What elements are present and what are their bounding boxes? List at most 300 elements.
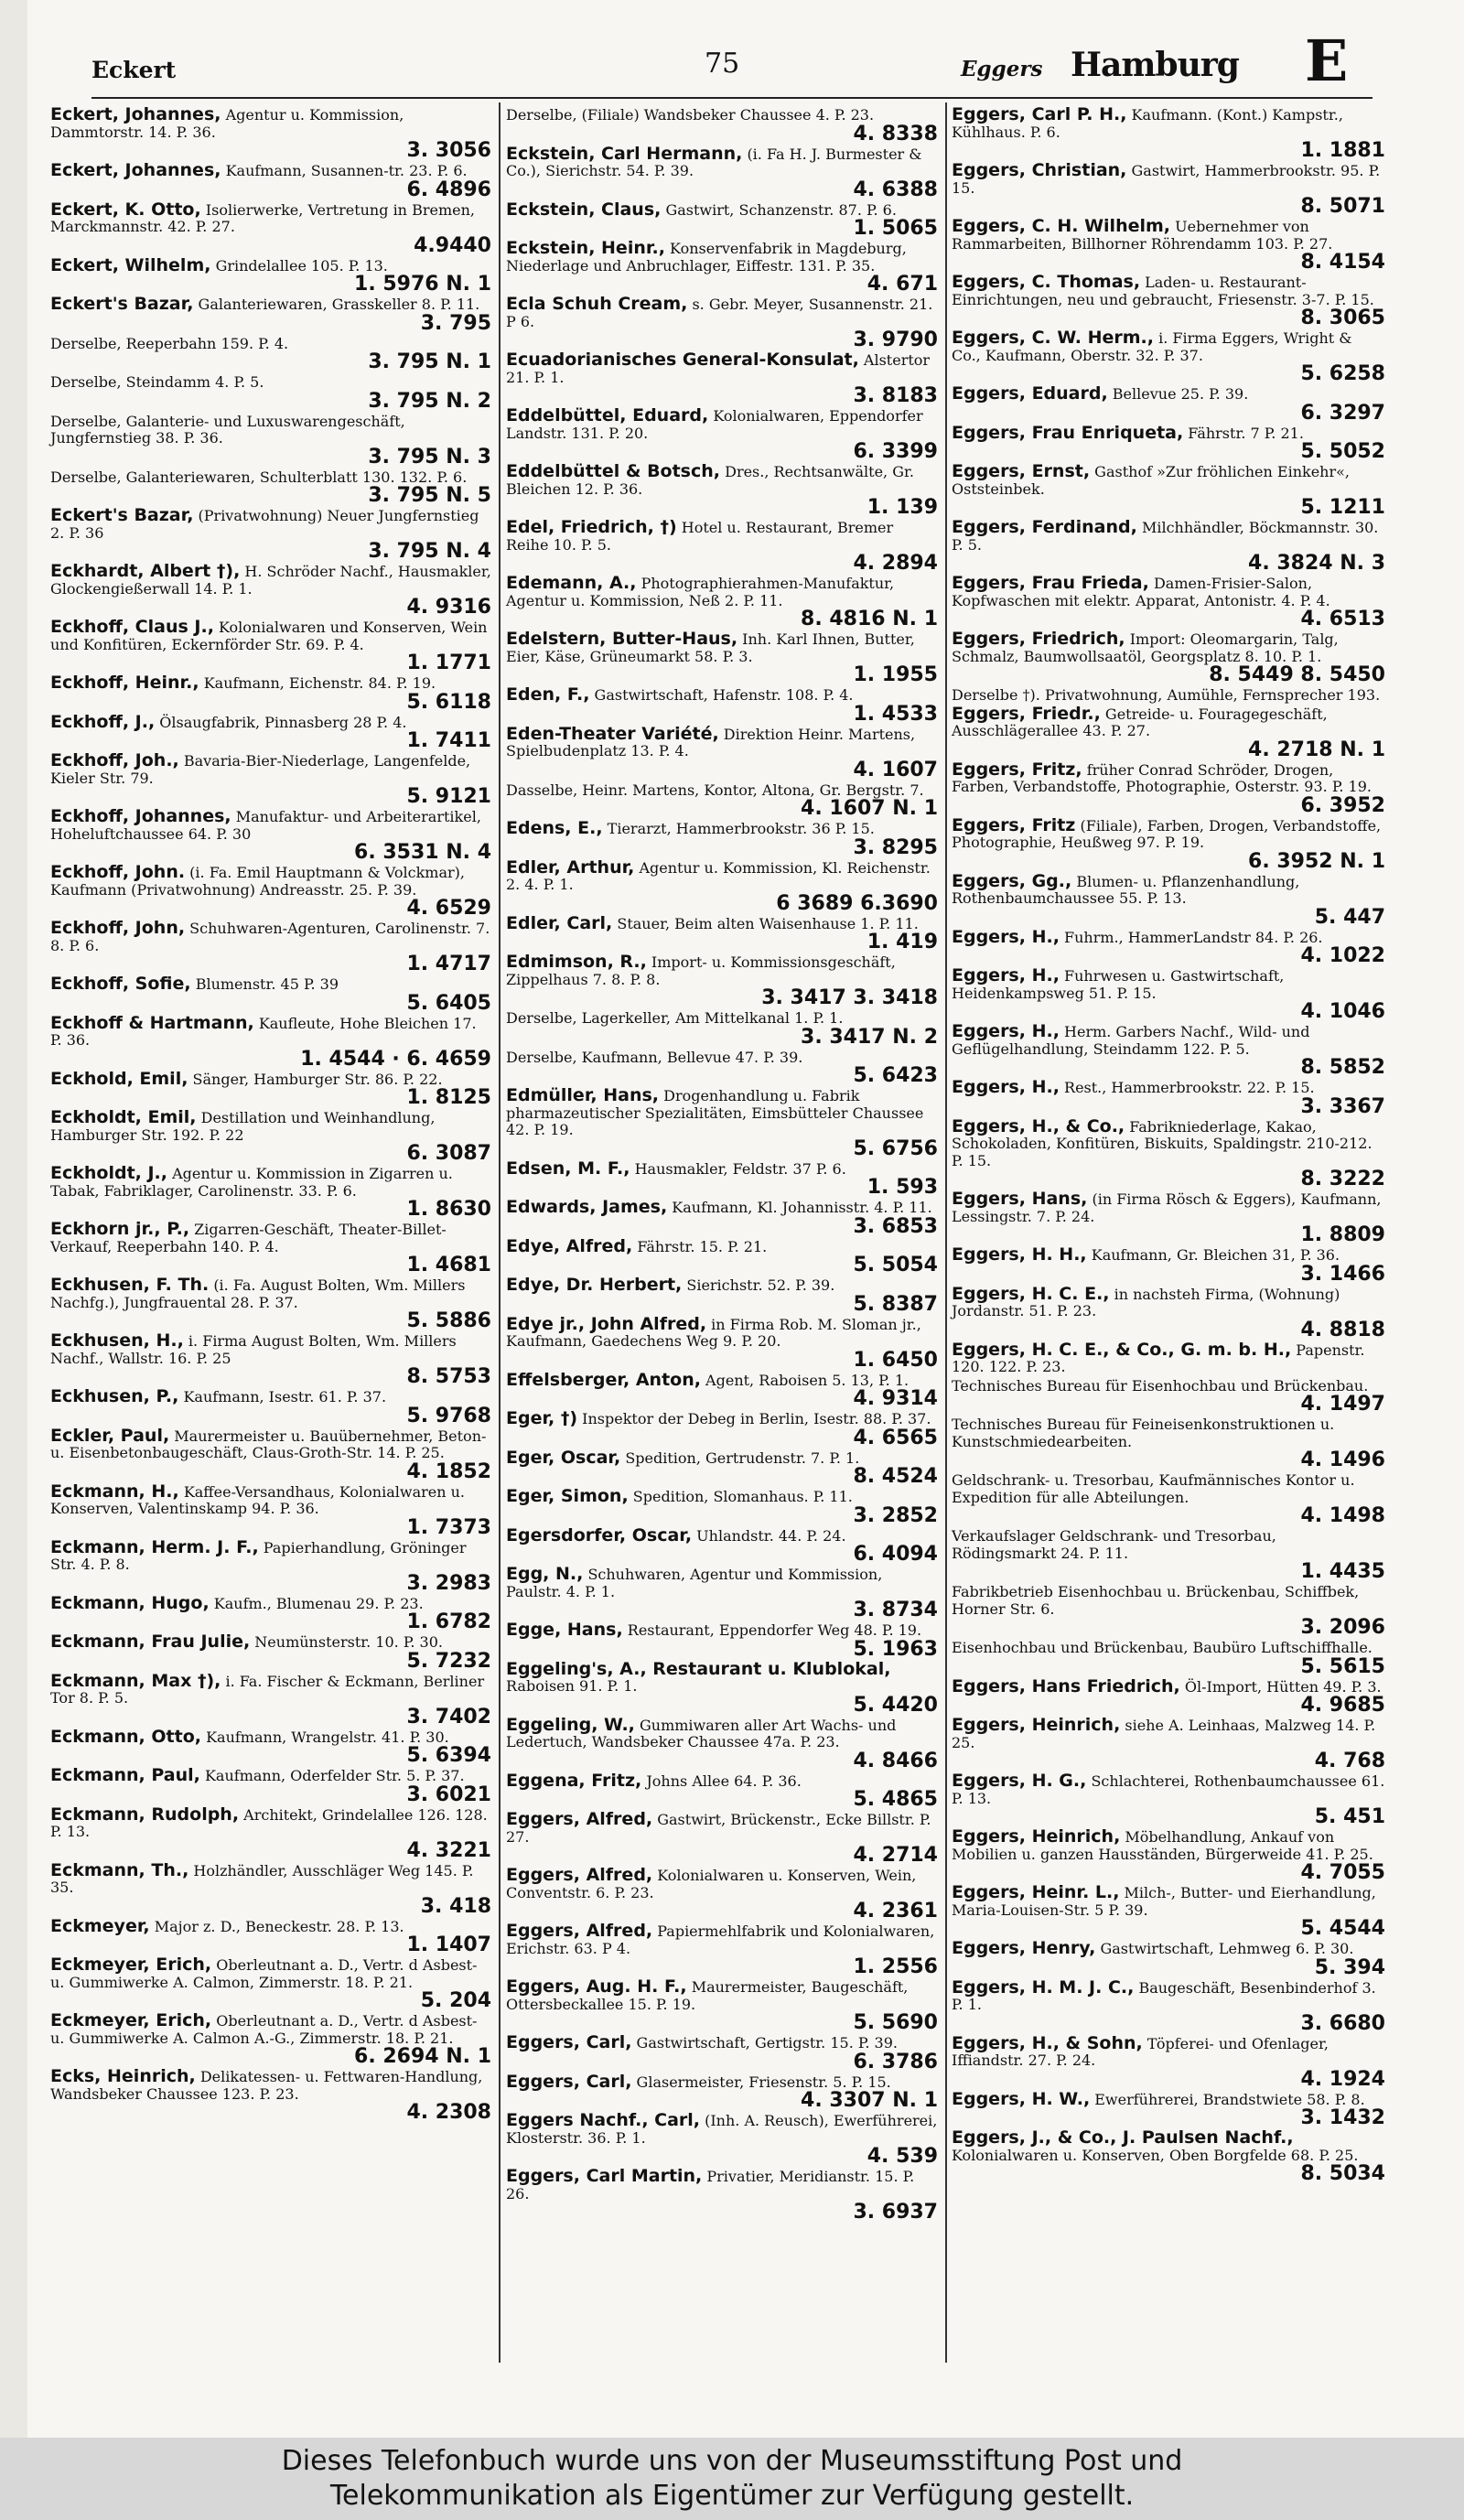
directory-entry [506, 1369, 938, 1410]
entry-phone: 4. 1046 [1300, 1000, 1385, 1023]
directory-entry [506, 820, 938, 858]
directory-entry [952, 1246, 1385, 1285]
entry-name: Eckhoff, J., [50, 711, 156, 732]
entry-name: Eddelbüttel, Eduard, [506, 405, 709, 425]
entry-phone: 4. 6513 [1300, 608, 1385, 630]
entry-details: Geldschrank- u. Tresorbau, Kaufmännisches Kontor u. Expedition für alle Abteilungen. [952, 1471, 1355, 1506]
entry-name: Edens, E., [506, 818, 603, 838]
entry-phone: 1. 8125 [406, 1086, 491, 1109]
entry-phone: 8. 5852 [1300, 1056, 1385, 1079]
entry-details: Stauer, Beim alten Waisenhause 1. P. 11. [617, 914, 919, 932]
entry-details: Dasselbe, Heinr. Martens, Kontor, Altona, Gr. Bergstr. 7. [506, 781, 924, 799]
directory-entry [506, 723, 938, 781]
entry-details: Schuhwaren-Agenturen, Carolinenstr. 7. 8. P. 6. [50, 920, 490, 954]
directory-entry [952, 1884, 1385, 1939]
directory-entry [952, 575, 1385, 630]
entry-details: Derselbe, Reeperbahn 159. P. 4. [50, 334, 289, 352]
directory-entry [952, 1527, 1385, 1582]
entry-details: Papiermehlfabrik und Kolonialwaren, Erichstr. 63. P 4. [506, 1922, 935, 1957]
entry-phone: 4. 8466 [853, 1749, 938, 1772]
directory-entry [952, 218, 1385, 273]
entry-phone: 3. 6937 [853, 2201, 938, 2224]
entry-phone: 4. 1607 [853, 758, 938, 781]
directory-entry [506, 2168, 938, 2223]
entry-details: Uhlandstr. 44. P. 24. [696, 1526, 846, 1545]
entry-name: Ecuadorianisches General-Konsulat, [506, 350, 859, 370]
entry-phone: 4. 768 [1314, 1750, 1385, 1772]
entry-phone: 4. 6529 [406, 897, 491, 920]
entry-phone: 4. 1852 [406, 1459, 491, 1483]
directory-entry [50, 1276, 491, 1331]
entry-name: Eckmeyer, Erich, [50, 1955, 212, 1975]
directory-entry [50, 711, 491, 752]
entry-name: Eggers, H., [952, 1077, 1060, 1097]
entry-details: Kaufm., Blumenau 29. P. 23. [213, 1594, 424, 1612]
entry-name: Eggers, H. H., [952, 1244, 1087, 1265]
directory-entry [952, 463, 1385, 518]
entry-phone: 5. 7232 [406, 1649, 491, 1673]
entry-details: Kaufmann, Kl. Johannisstr. 4. P. 11. [672, 1199, 932, 1216]
entry-details: i. Firma Eggers, Wright & Co., Kaufmann, Oberstr. 32. P. 37. [952, 329, 1352, 364]
entry-phone: 3. 9790 [853, 328, 938, 351]
entry-name: Ecks, Heinrich, [50, 2066, 196, 2086]
entry-phone: 1. 4533 [853, 702, 938, 726]
directory-entry [50, 1483, 491, 1538]
entry-name: Edler, Carl, [506, 912, 613, 933]
directory-entry [952, 2129, 1385, 2184]
directory-entry [50, 1332, 491, 1387]
entry-details: Agentur u. Kommission, Dammtorstr. 14. P. 36. [50, 106, 404, 141]
directory-entry [506, 1772, 938, 1811]
entry-phone: 4. 2714 [853, 1844, 938, 1867]
entry-name: Eckhardt, Albert †), [50, 561, 241, 581]
directory-entry [952, 329, 1385, 384]
entry-name: Eggers, J., & Co., J. Paulsen Nachf., [952, 2127, 1294, 2148]
entry-details: Kaufmann, Oderfelder Str. 5. P. 37. [204, 1767, 465, 1784]
directory-entry [952, 870, 1385, 929]
entry-name: Eggers, Gg., [952, 870, 1072, 891]
entry-details: Kaufmann, Wrangelstr. 41. P. 30. [206, 1728, 449, 1746]
entry-phone: 5. 6405 [406, 991, 491, 1015]
directory-entry [50, 1165, 491, 1220]
directory-entry [506, 1524, 938, 1566]
entry-name: Eggena, Fritz, [506, 1770, 642, 1791]
entry-details: Milch-, Butter- und Eierhandlung, Maria-Louisen-Str. 5 P. 39. [952, 1884, 1376, 1919]
entry-phone: 8. 5034 [1300, 2162, 1385, 2185]
entry-phone: 5. 5054 [853, 1254, 938, 1276]
entry-name: Eckhoff, Claus J., [50, 617, 214, 637]
entry-name: Eggers, H., [952, 926, 1060, 947]
entry-details: Zigarren-Geschäft, Theater-Billet-Verkauf, Reeperbahn 140. P. 4. [50, 1221, 447, 1255]
entry-name: Eddelbüttel & Botsch, [506, 461, 721, 481]
entry-details: Blumen- u. Pflanzenhandlung, Rothenbaumchaussee 55. P. 13. [952, 872, 1300, 907]
entry-phone: 4. 1607 N. 1 [801, 797, 938, 820]
entry-phone: 5. 6394 [406, 1744, 491, 1767]
directory-entry [50, 373, 491, 412]
entry-details: Kaufmann. (Kont.) Kampstr., Kühlhaus. P. 6. [952, 106, 1343, 141]
directory-entry [952, 106, 1385, 161]
entry-phone: 8. 5753 [406, 1365, 491, 1388]
entry-phone: 1. 1955 [853, 663, 938, 686]
entry-phone: 6. 2694 N. 1 [354, 2045, 491, 2068]
entry-details: Sänger, Hamburger Str. 86. P. 22. [192, 1070, 443, 1088]
entry-phone: 1. 7373 [406, 1515, 491, 1539]
entry-details: Ewerführerei, Brandstwiete 58. P. 8. [1094, 2090, 1365, 2108]
entry-details: Fabrikbetrieb Eisenhochbau u. Brückenbau, Schiffbek, Horner Str. 6. [952, 1583, 1360, 1618]
directory-entry [952, 422, 1385, 463]
directory-entry [506, 2112, 938, 2167]
entry-name: Eggers, Carl, [506, 2071, 632, 2092]
column-divider [945, 102, 947, 2363]
entry-phone: 5. 1211 [1300, 496, 1385, 519]
entry-details: Grindelallee 105. P. 13. [215, 256, 388, 275]
entry-details: Oberleutnant a. D., Vertr. d Asbest- u. Gummiwerke A. Calmon, Zimmerstr. 18. P. 21. [50, 1956, 478, 1991]
entry-name: Edye, Alfred, [506, 1235, 633, 1256]
entry-name: Eckmeyer, Erich, [50, 2010, 212, 2030]
entry-name: Eggers, C. H. Wilhelm, [952, 216, 1171, 236]
entry-phone: 5. 1963 [853, 1637, 938, 1661]
entry-phone: 5. 5052 [1300, 440, 1385, 463]
directory-entry [50, 975, 491, 1014]
directory-entry [506, 1410, 938, 1448]
entry-phone: 5. 447 [1314, 905, 1385, 929]
entry-details: Derselbe, Steindamm 4. P. 5. [50, 373, 264, 391]
entry-name: Eckstein, Heinr., [506, 238, 665, 258]
entry-details: Gastwirtschaft, Gertigstr. 15. P. 39. [636, 2034, 898, 2052]
entry-name: Eckler, Paul, [50, 1425, 170, 1446]
entry-phone: 1. 1881 [1300, 139, 1385, 162]
entry-phone: 3. 795 N. 3 [368, 445, 491, 468]
entry-phone: 6. 3952 [1300, 793, 1385, 817]
entry-details: Restaurant, Eppendorfer Weg 48. P. 19. [627, 1621, 922, 1639]
entry-details: Kaufmann, Eichenstr. 84. P. 19. [203, 674, 436, 692]
entry-name: Eckert, Johannes, [50, 104, 221, 124]
entry-details: Derselbe, Galanteriewaren, Schulterblatt 130. 132. P. 6. [50, 468, 468, 486]
directory-entry [506, 1160, 938, 1199]
entry-phone: 3. 795 N. 4 [368, 540, 491, 563]
entry-phone: 5. 6258 [1300, 362, 1385, 385]
entry-phone: 3. 8295 [853, 835, 938, 859]
entry-details: Tierarzt, Hammerbrookstr. 36 P. 15. [607, 820, 875, 837]
directory-entry [506, 240, 938, 295]
entry-name: Edye jr., John Alfred, [506, 1313, 707, 1334]
entry-name: Eckmeyer, [50, 1915, 150, 1936]
scan-edge [0, 0, 27, 2438]
entry-phone: 4. 671 [867, 273, 938, 296]
entry-name: Eggers, C. Thomas, [952, 272, 1141, 292]
directory-entry [506, 2073, 938, 2112]
entry-details: Gastwirt, Hammerbrookstr. 95. P. 15. [952, 162, 1381, 197]
directory-entry [50, 1068, 491, 1109]
directory-entry [952, 2088, 1385, 2129]
entry-name: Eggers, Christian, [952, 160, 1127, 180]
entry-name: Edel, Friedrich, †) [506, 517, 677, 537]
entry-name: Eggers, H. G., [952, 1771, 1087, 1791]
directory-entry [952, 1583, 1385, 1638]
entry-details: Agent, Raboisen 5. 13, P. 1. [705, 1371, 910, 1389]
directory-entry [506, 1009, 938, 1048]
directory-entry [50, 1728, 491, 1767]
entry-details: Gastwirtschaft, Hafenstr. 108. P. 4. [594, 686, 854, 704]
entry-phone: 8. 3065 [1300, 307, 1385, 329]
entry-name: Eggers, Hans, [952, 1189, 1088, 1209]
directory-entry [506, 1621, 938, 1660]
entry-details: Maurermeister, Baugeschäft, Ottersbeckallee 15. P. 19. [506, 1978, 909, 2013]
directory-entry [952, 1023, 1385, 1078]
entry-name: Eggers, H. W., [952, 2088, 1091, 2109]
entry-phone: 3. 3367 [1300, 1094, 1385, 1118]
entry-name: Edelstern, Butter-Haus, [506, 629, 738, 649]
entry-name: Eggeling, W., [506, 1714, 635, 1735]
entry-name: Eckert, K. Otto, [50, 199, 201, 220]
directory-entry [50, 1859, 491, 1918]
header-last-entry: Eggers [961, 57, 1043, 81]
entry-details: Hausmakler, Feldstr. 37 P. 6. [634, 1159, 846, 1178]
entry-phone: 5. 4420 [853, 1693, 938, 1717]
directory-entry [50, 2068, 491, 2123]
entry-phone: 5. 5615 [1300, 1654, 1385, 1678]
entry-name: Eckhoff, John. [50, 862, 186, 882]
entry-details: Kaffee-Versandhaus, Kolonialwaren u. Konserven, Valentinskamp 94. P. 36. [50, 1482, 465, 1517]
directory-entry [506, 407, 938, 462]
entry-name: Eckhorn jr., P., [50, 1219, 190, 1239]
entry-details: Herm. Garbers Nachf., Wild- und Geflügelhandlung, Steindamm 122. P. 5. [952, 1023, 1310, 1058]
entry-details: Gastwirt, Schanzenstr. 87. P. 6. [665, 200, 897, 219]
directory-entry [506, 1313, 938, 1372]
directory-entry [50, 1427, 491, 1482]
entry-details: Spedition, Gertrudenstr. 7. P. 1. [625, 1448, 860, 1467]
directory-entry [50, 1012, 491, 1071]
directory-entry [50, 162, 491, 200]
entry-details: Derselbe, (Filiale) Wandsbeker Chaussee 4. P. 23. [506, 106, 875, 124]
entry-name: Eckhoff, Joh., [50, 750, 179, 770]
entry-name: Edmüller, Hans, [506, 1085, 660, 1105]
entry-phone: 1. 4681 [406, 1254, 491, 1276]
directory-entry [50, 1221, 491, 1276]
entry-phone: 5. 394 [1314, 1955, 1385, 1979]
entry-name: Eggers, H., [952, 965, 1060, 985]
entry-phone: 4. 2718 N. 1 [1248, 738, 1385, 761]
entry-phone: 5. 4544 [1300, 1917, 1385, 1940]
entry-name: Eden, F., [506, 684, 590, 705]
entry-name: Eggers, Heinrich, [952, 1826, 1121, 1847]
entry-details: Isolierwerke, Vertretung in Bremen, Marckmannstr. 42. P. 27. [50, 200, 475, 235]
entry-phone: 5. 8387 [853, 1292, 938, 1316]
entry-name: Eggers, Henry, [952, 1938, 1096, 1958]
entry-phone: 1. 593 [867, 1176, 938, 1199]
entry-details: Oberleutnant a. D., Vertr. d Asbest- u. Gummiwerke A. Calmon A.-G., Zimmerstr. 18. P. 21. [50, 2012, 478, 2047]
directory-entry [50, 201, 491, 256]
entry-phone: 8. 4154 [1300, 251, 1385, 274]
entry-phone: 8. 5449 8. 5450 [1209, 663, 1385, 686]
entry-name: Eckmann, Hugo, [50, 1592, 210, 1613]
entry-details: Papierhandlung, Gröninger Str. 4. P. 8. [50, 1538, 467, 1573]
entry-details: siehe A. Leinhaas, Malzweg 14. P. 25. [952, 1717, 1376, 1751]
entry-phone: 3. 6853 [853, 1214, 938, 1238]
column-right [952, 106, 1385, 2185]
entry-details: Kolonialwaren und Konserven, Wein und Konfitüren, Eckernförder Str. 69. P. 4. [50, 619, 488, 653]
entry-phone: 6. 4896 [406, 178, 491, 201]
entry-name: Eggers, Carl Martin, [506, 2166, 703, 2186]
entry-name: Edmimson, R., [506, 952, 647, 972]
directory-entry [506, 1978, 938, 2033]
entry-details: (Inh. A. Reusch), Ewerführerei, Klosterstr. 36. P. 1. [506, 2112, 938, 2147]
directory-entry [506, 1199, 938, 1237]
entry-phone: 3. 3056 [406, 139, 491, 162]
entry-details: Fuhrwesen u. Gastwirtschaft, Heidenkampsweg 51. P. 15. [952, 967, 1285, 1002]
entry-details: Töpferei- und Ofenlager, Iffiandstr. 27. P. 24. [952, 2034, 1329, 2069]
entry-details: Spedition, Slomanhaus. P. 11. [632, 1488, 853, 1505]
entry-phone: 1. 2556 [853, 1955, 938, 1978]
entry-details: in Firma Rob. M. Sloman jr., Kaufmann, Gaedechens Weg 9. P. 20. [506, 1315, 921, 1350]
directory-entry [952, 967, 1385, 1022]
entry-name: Eggers, Frau Frieda, [952, 573, 1149, 593]
directory-entry [50, 507, 491, 562]
entry-phone: 5. 6423 [853, 1064, 938, 1087]
entry-details: Blumenstr. 45 P. 39 [195, 975, 339, 993]
entry-details: Hotel u. Restaurant, Bremer Reihe 10. P. 5. [506, 519, 894, 554]
directory-entry [50, 1767, 491, 1805]
entry-phone: 4. 1496 [1300, 1448, 1385, 1471]
entry-details: Schlachterei, Rothenbaumchaussee 61. P. 13. [952, 1772, 1385, 1807]
entry-phone: 6. 3297 [1300, 401, 1385, 425]
entry-name: Eger, †) [506, 1408, 578, 1428]
entry-name: Eckhold, Emil, [50, 1068, 188, 1089]
directory-entry [506, 106, 938, 145]
entry-details: Derselbe †). Privatwohnung, Aumühle, Fernsprecher 193. [952, 686, 1381, 704]
entry-details: H. Schröder Nachf., Hausmakler, Glockengießerwall 14. P. 1. [50, 563, 491, 598]
column-divider [499, 102, 501, 2363]
directory-entry [506, 630, 938, 685]
entry-phone: 1. 139 [867, 496, 938, 519]
directory-entry [506, 1811, 938, 1866]
directory-entry [952, 274, 1385, 328]
directory-entry [506, 912, 938, 953]
directory-entry [952, 1675, 1385, 1717]
entry-phone: 3. 2983 [406, 1571, 491, 1595]
directory-entry [506, 1049, 938, 1087]
entry-details: Derselbe, Lagerkeller, Am Mittelkanal 1. P. 1. [506, 1009, 844, 1027]
directory-entry [952, 162, 1385, 217]
entry-phone: 3. 3417 3. 3418 [761, 986, 938, 1009]
entry-name: Eggers, Heinrich, [952, 1715, 1121, 1735]
directory-entry [50, 1109, 491, 1164]
entry-phone: 1. 6450 [853, 1348, 938, 1372]
directory-entry [952, 1341, 1385, 1376]
directory-entry [952, 1079, 1385, 1117]
entry-phone: 3. 2096 [1300, 1616, 1385, 1639]
entry-name: Eckmann, Otto, [50, 1726, 201, 1747]
directory-entry [50, 752, 491, 807]
entry-details: Eisenhochbau und Brückenbau, Baubüro Luftschiffhalle. [952, 1639, 1372, 1656]
entry-details: Fabrikniederlage, Kakao, Schokoladen, Konfitüren, Biskuits, Spaldingstr. 210-212. P. 15. [952, 1117, 1372, 1169]
entry-name: Eggers, Carl P. H., [952, 104, 1127, 124]
entry-details: Privatier, Meridianstr. 15. P. 26. [506, 2168, 915, 2202]
entry-phone: 6. 3087 [406, 1142, 491, 1165]
entry-phone: 1. 4544 · 6. 4659 [300, 1047, 491, 1071]
entry-phone: 4. 9314 [853, 1387, 938, 1410]
page-header [92, 27, 1372, 95]
directory-entry [506, 1566, 938, 1621]
entry-details: Galanteriewaren, Grasskeller 8. P. 11. [198, 296, 480, 313]
entry-details: (Filiale), Farben, Drogen, Verbandstoffe, Photographie, Heußweg 97. P. 19. [952, 816, 1382, 851]
entry-phone: 4. 1022 [1300, 944, 1385, 967]
entry-details: früher Conrad Schröder, Drogen, Farben, Verbandstoffe, Photographie, Osterstr. 93. P. 19. [952, 760, 1372, 795]
directory-entry [506, 1087, 938, 1159]
footer-note [0, 2438, 1464, 2520]
entry-name: Eggers, Aug. H. F., [506, 1976, 687, 1997]
entry-phone: 4. 6565 [853, 1426, 938, 1449]
directory-entry [506, 1658, 938, 1717]
entry-phone: 3. 8183 [853, 384, 938, 407]
entry-name: Eckhusen, H., [50, 1330, 184, 1351]
entry-phone: 3. 6680 [1300, 2011, 1385, 2035]
directory-entry [50, 1670, 491, 1728]
entry-phone: 3. 418 [420, 1894, 491, 1918]
entry-details: Gastwirtschaft, Lehmweg 6. P. 30. [1100, 1940, 1354, 1957]
entry-name: Eggers, Ernst, [952, 461, 1091, 481]
directory-entry [506, 1235, 938, 1276]
directory-entry [952, 926, 1385, 967]
entry-name: Eggers, Hans Friedrich, [952, 1675, 1180, 1696]
entry-phone: 1. 8809 [1300, 1223, 1385, 1246]
directory-entry [50, 254, 491, 296]
entry-details: Derselbe, Kaufmann, Bellevue 47. P. 39. [506, 1048, 803, 1066]
entry-name: Eckhoff, John, [50, 918, 186, 938]
directory-entry [952, 1283, 1385, 1341]
entry-name: Eckhoff, Johannes, [50, 806, 231, 826]
entry-name: Edemann, A., [506, 573, 637, 593]
entry-phone: 3. 7402 [406, 1705, 491, 1728]
entry-phone: 1. 4435 [1300, 1560, 1385, 1583]
entry-phone: 1. 5065 [853, 217, 938, 240]
entry-name: Eggers, H. M. J. C., [952, 1976, 1135, 1998]
entry-phone: 4. 7055 [1300, 1861, 1385, 1884]
entry-name: Eckstein, Carl Hermann, [506, 143, 743, 164]
entry-details: Fährstr. 15. P. 21. [637, 1237, 768, 1255]
entry-details: Öl-Import, Hütten 49. P. 3. [1184, 1677, 1382, 1696]
entry-details: Laden- u. Restaurant-Einrichtungen, neu und gebraucht, Friesenstr. 3-7. P. 15. [952, 274, 1374, 308]
entry-phone: 4. 3221 [406, 1838, 491, 1862]
entry-name: Effelsberger, Anton, [506, 1369, 701, 1390]
entry-phone: 5. 9121 [406, 785, 491, 808]
directory-entry [506, 296, 938, 350]
directory-entry [50, 674, 491, 713]
entry-details: Agentur u. Kommission, Kl. Reichenstr. 2. 4. P. 1. [506, 858, 931, 893]
entry-phone: 6. 3531 N. 4 [354, 841, 491, 864]
entry-name: Eger, Simon, [506, 1486, 629, 1506]
entry-details: Kolonialwaren u. Konserven, Oben Borgfelde 68. P. 25. [952, 2146, 1359, 2164]
entry-details: Kolonialwaren u. Konserven, Wein, Conventstr. 6. P. 23. [506, 1867, 917, 1901]
entry-phone: 3. 1432 [1300, 2106, 1385, 2129]
entry-name: Eckhoff, Heinr., [50, 673, 199, 693]
entry-details: Papenstr. 120. 122. P. 23. [952, 1341, 1365, 1375]
page-number: 75 [705, 48, 740, 80]
directory-entry [506, 2034, 938, 2073]
entry-details: s. Gebr. Meyer, Susannenstr. 21. P 6. [506, 296, 933, 330]
entry-name: Edye, Dr. Herbert, [506, 1275, 683, 1295]
entry-details: Technisches Bureau für Eisenhochbau und Brückenbau. [952, 1376, 1369, 1395]
column-middle [506, 106, 938, 2224]
entry-name: Egersdorfer, Oscar, [506, 1524, 693, 1545]
entry-phone: 3. 795 [420, 311, 491, 335]
directory-entry [952, 1828, 1385, 1883]
directory-entry [50, 1592, 491, 1633]
entry-phone: 3. 6021 [406, 1782, 491, 1806]
entry-phone: 1. 419 [867, 931, 938, 953]
directory-entry [50, 563, 491, 618]
entry-name: Eckert, Wilhelm, [50, 254, 211, 275]
